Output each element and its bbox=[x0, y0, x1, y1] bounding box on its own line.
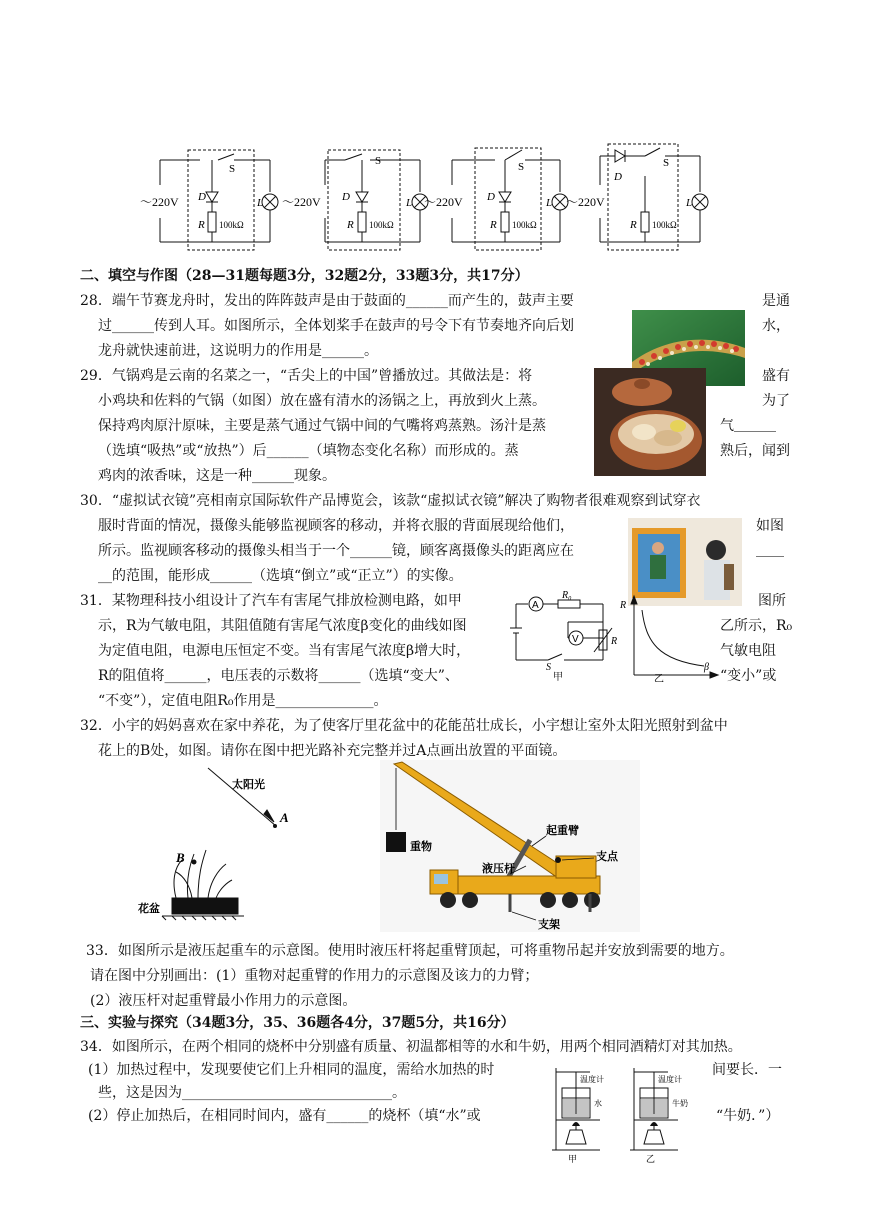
q34-line-4-right: “牛奶．”） bbox=[716, 1108, 780, 1124]
q29-line-2: 小鸡块和佐料的气锅（如图）放在盛有清水的汤锅之上，再放到火上蒸。 bbox=[98, 393, 546, 409]
c4-d: D bbox=[614, 171, 622, 183]
q28-line-2: 过______传到人耳。如图所示，全体划桨手在鼓声的号令下有节奏地齐向后划 bbox=[98, 318, 574, 334]
fig34-thermo-1: 温度计 bbox=[580, 1075, 604, 1084]
q30-line-2-right: 如图 bbox=[756, 518, 784, 534]
c4-voltage: ～220V bbox=[566, 195, 605, 209]
crane-rod-label: 液压杆 bbox=[482, 862, 515, 875]
c3-r: R bbox=[490, 219, 497, 231]
q33-line-3: (2）液压杆对起重臂最小作用力的示意图。 bbox=[90, 993, 357, 1009]
c4-res: 100kΩ bbox=[652, 220, 677, 230]
q30-line-2: 服时背面的情况，摄像头能够监视顾客的移动，并将衣服的背面展现给他们， bbox=[98, 518, 574, 534]
section-3-title: 三、实验与探究（34题3分，35、36题各4分，37题5分，共16分） bbox=[80, 1015, 515, 1031]
fig31-r: R bbox=[611, 636, 618, 647]
c1-res: 100kΩ bbox=[219, 220, 244, 230]
fig31-axis-r: R bbox=[620, 600, 627, 611]
steam-pot-photo bbox=[594, 368, 706, 476]
q29-line-1: 29．气锅鸡是云南的名菜之一，“舌尖上的中国”曾播放过。其做法是：将 bbox=[80, 368, 533, 384]
c2-s: S bbox=[375, 155, 382, 167]
c2-d: D bbox=[342, 191, 350, 203]
fig34-water: 水 bbox=[594, 1099, 602, 1108]
gas-sensor-figures bbox=[508, 590, 720, 682]
crane-figure bbox=[380, 760, 640, 932]
fig31-jia: 甲 bbox=[553, 672, 563, 682]
c2-l: L bbox=[406, 197, 413, 209]
q34-line-2-right: 间要长．一 bbox=[712, 1062, 782, 1078]
q33-line-2: 请在图中分别画出：(1）重物对起重臂的作用力的示意图及该力的力臂； bbox=[90, 968, 539, 984]
fig31-yi: 乙 bbox=[654, 674, 664, 682]
fig31-axis-beta: β bbox=[704, 662, 709, 673]
fig31-ammeter: A bbox=[532, 600, 539, 611]
c3-voltage: ～220V bbox=[424, 195, 463, 209]
q30-line-4: __的范围，能形成______（选填“倒立”或“正立”）的实像。 bbox=[98, 568, 463, 584]
c4-r: R bbox=[630, 219, 637, 231]
q31-line-4-right: “变小”或 bbox=[720, 668, 777, 684]
c4-s: S bbox=[663, 157, 670, 169]
fig31-s: S bbox=[546, 662, 551, 673]
q29-line-4: （选填“吸热”或“放热”）后______（填物态变化名称）而形成的。蒸 bbox=[98, 443, 519, 459]
fig32-point-b: B bbox=[176, 850, 185, 865]
c2-voltage: ～220V bbox=[282, 195, 321, 209]
c4-l: L bbox=[686, 197, 693, 209]
q29-line-5: 鸡肉的浓香味，这是一种______现象。 bbox=[98, 468, 336, 484]
q29-line-2-right: 为了 bbox=[762, 393, 790, 409]
heating-apparatus-figure bbox=[550, 1064, 710, 1164]
c3-res: 100kΩ bbox=[512, 220, 537, 230]
section-2-title: 二、填空与作图（28—31题每题3分，32题2分，33题3分，共17分） bbox=[80, 268, 529, 284]
c1-s: S bbox=[229, 163, 236, 175]
c1-r: R bbox=[198, 219, 205, 231]
q32-line-1: 32．小宇的妈妈喜欢在家中养花，为了使客厅里花盆中的花能茁壮成长，小宇想让室外太阳光照射到盆中 bbox=[80, 718, 728, 734]
q28-line-2-right: 水， bbox=[762, 318, 790, 334]
q34-line-2: (1）加热过程中，发现要使它们上升相同的温度，需给水加热的时 bbox=[88, 1062, 495, 1078]
c1-d: D bbox=[198, 191, 206, 203]
q31-line-5: “不变”），定值电阻R₀作用是______________。 bbox=[98, 693, 388, 709]
c3-s: S bbox=[518, 161, 525, 173]
q29-line-3-right: 气＿＿＿ bbox=[720, 418, 776, 434]
q30-line-3-right: ＿＿ bbox=[756, 543, 784, 559]
q34-line-3: 些，这是因为______________________________。 bbox=[98, 1085, 406, 1101]
fig32-point-a: A bbox=[280, 810, 289, 825]
fig31-r0: R₀ bbox=[562, 590, 572, 601]
c1-l: L bbox=[257, 197, 264, 209]
q31-line-3-right: 气敏电阻 bbox=[720, 643, 776, 659]
fig31-voltmeter: V bbox=[572, 634, 579, 645]
q28-line-3: 龙舟就快速前进，这说明力的作用是______。 bbox=[98, 343, 378, 359]
crane-fulcrum-label: 支点 bbox=[596, 850, 618, 863]
fig32-flowerpot: 花盆 bbox=[138, 902, 160, 915]
c2-r: R bbox=[347, 219, 354, 231]
crane-boom-label: 起重臂 bbox=[546, 824, 579, 837]
q28-line-1-right: 是通 bbox=[762, 293, 790, 309]
q31-line-1-right: 图所 bbox=[758, 593, 786, 609]
q31-line-2-right: 乙所示，R₀ bbox=[720, 618, 793, 634]
crane-support-label: 支架 bbox=[538, 918, 560, 931]
c3-l: L bbox=[546, 197, 553, 209]
c1-voltage: ～220V bbox=[140, 195, 179, 209]
q31-line-1: 31．某物理科技小组设计了汽车有害尾气排放检测电路，如甲 bbox=[80, 593, 462, 609]
c2-res: 100kΩ bbox=[369, 220, 394, 230]
fig34-yi: 乙 bbox=[646, 1155, 656, 1164]
q31-line-3: 为定值电阻，电源电压恒定不变。当有害尾气浓度β增大时， bbox=[98, 643, 471, 659]
q34-line-1: 34．如图所示，在两个相同的烧杯中分别盛有质量、初温都相等的水和牛奶，用两个相同酒精灯对其加热。 bbox=[80, 1039, 742, 1055]
q32-line-2: 花上的B处，如图。请你在图中把光路补充完整并过A点画出放置的平面镜。 bbox=[98, 743, 567, 759]
q30-line-1: 30．“虚拟试衣镜”亮相南京国际软件产品博览会，该款“虚拟试衣镜”解决了购物者很难观察到试穿衣 bbox=[80, 493, 701, 509]
q30-line-3: 所示。监视顾客移动的摄像头相当于一个______镜，顾客离摄像头的距离应在 bbox=[98, 543, 574, 559]
q29-line-4-right: 熟后，闻到 bbox=[720, 443, 790, 459]
fig32-sunlight: 太阳光 bbox=[232, 778, 265, 791]
c3-d: D bbox=[487, 191, 495, 203]
fig34-milk: 牛奶 bbox=[672, 1099, 688, 1108]
q33-line-1: 33．如图所示是液压起重车的示意图。使用时液压杆将起重臂顶起，可将重物吊起并安放到需要的地方。 bbox=[86, 943, 734, 959]
q28-line-1: 28．端午节赛龙舟时，发出的阵阵鼓声是由于鼓面的______而产生的，鼓声主要 bbox=[80, 293, 574, 309]
q29-line-1-right: 盛有 bbox=[762, 368, 790, 384]
q29-line-3: 保持鸡肉原汁原味，主要是蒸气通过气锅中间的气嘴将鸡蒸熟。汤汁是蒸 bbox=[98, 418, 546, 434]
q31-line-4: R的阻值将______，电压表的示数将______（选填“变大”、 bbox=[98, 668, 459, 684]
circuit-diagrams bbox=[130, 140, 720, 260]
q31-line-2: 示，R为气敏电阻，其阻值随有害尾气浓度β变化的曲线如图 bbox=[98, 618, 467, 634]
fig34-jia: 甲 bbox=[568, 1155, 578, 1164]
crane-weight-label: 重物 bbox=[410, 840, 432, 853]
q34-line-4: (2）停止加热后，在相同时间内，盛有______的烧杯（填“水”或 bbox=[88, 1108, 481, 1124]
fig34-thermo-2: 温度计 bbox=[658, 1075, 682, 1084]
sunlight-flowerpot-figure bbox=[136, 764, 296, 924]
